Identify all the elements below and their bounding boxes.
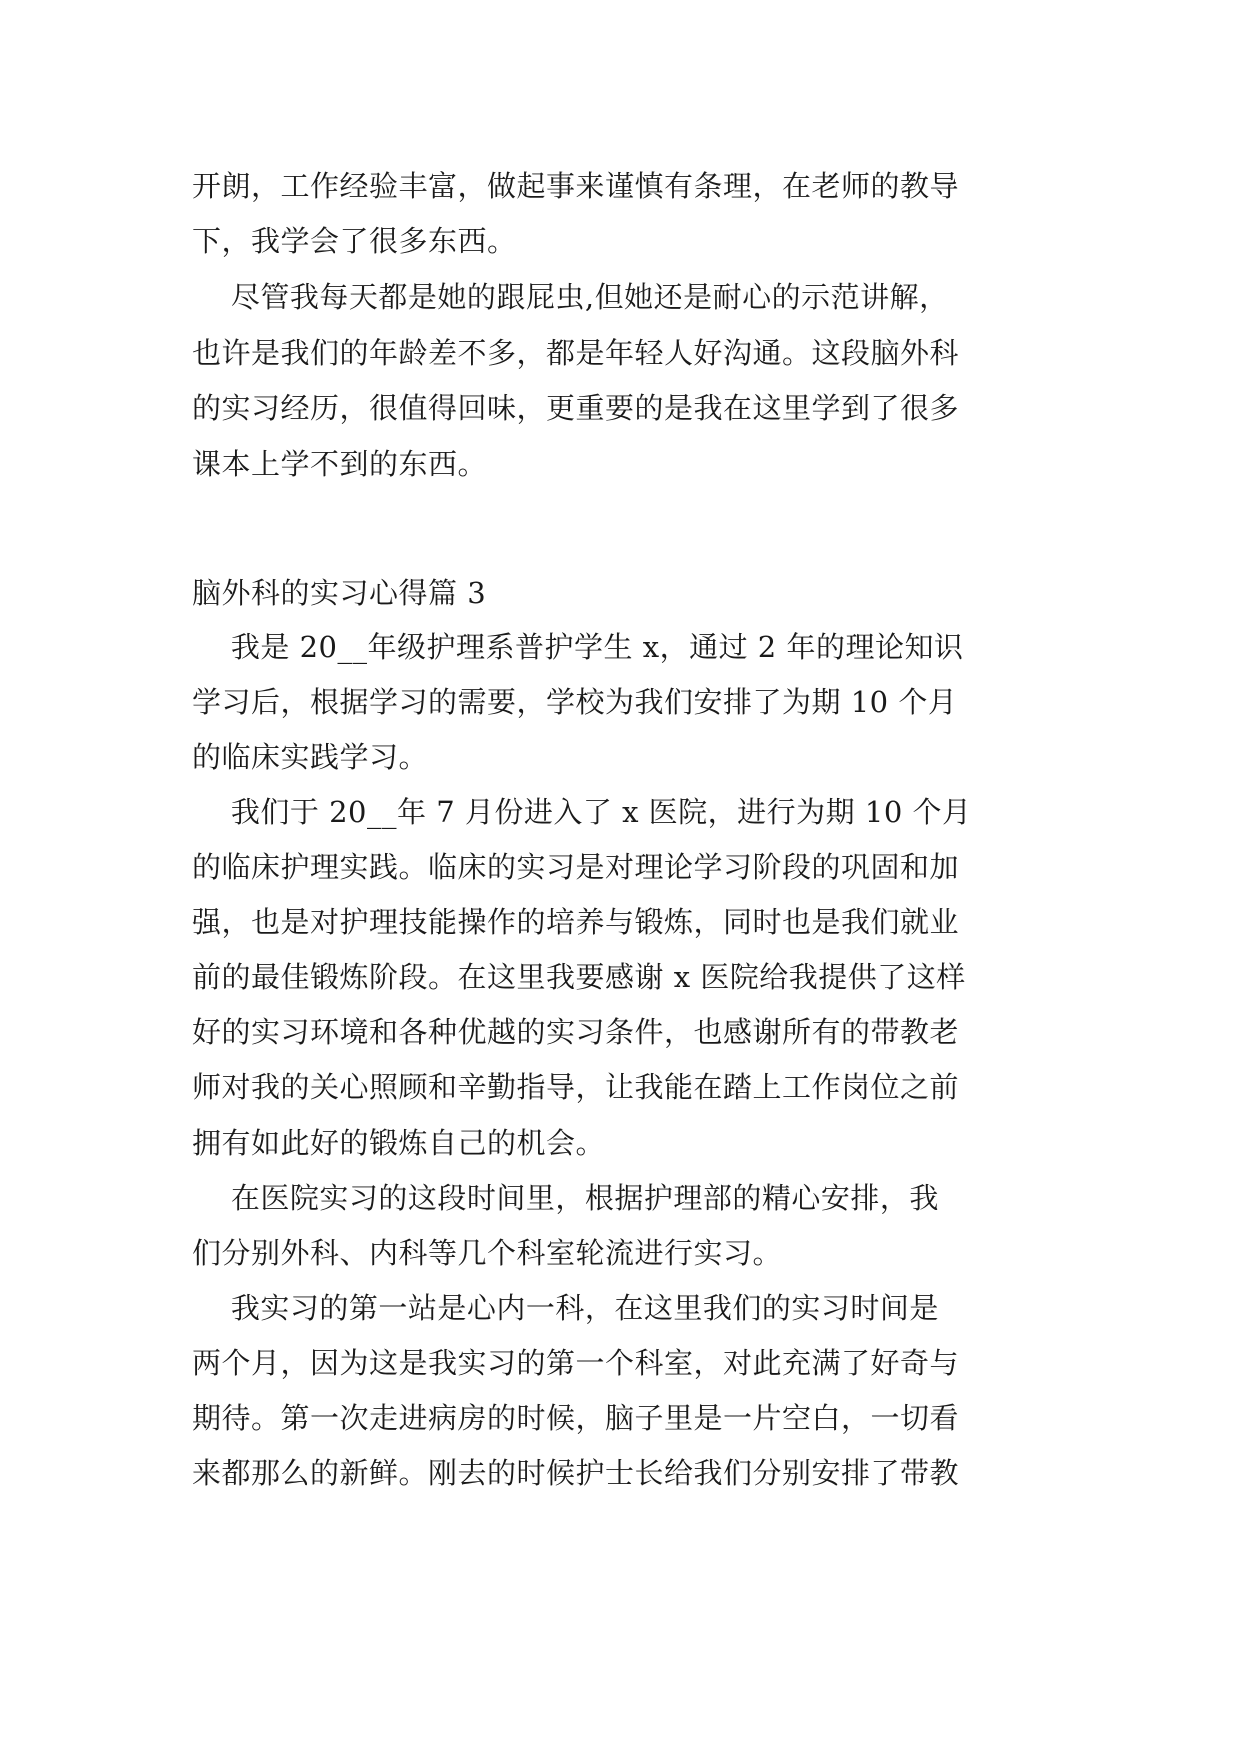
text-line: 我们于 20__年 7 月份进入了 x 医院，进行为期 10 个月 [192,795,972,829]
text-line: 们分别外科、内科等几个科室轮流进行实习。 [192,1236,783,1270]
text-line: 也许是我们的年龄差不多，都是年轻人好沟通。这段脑外科 [192,336,960,370]
text-line: 开朗，工作经验丰富，做起事来谨慎有条理，在老师的教导 [192,169,960,203]
text-line: 我实习的第一站是心内一科，在这里我们的实习时间是 [192,1291,939,1325]
text-line: 前的最佳锻炼阶段。在这里我要感谢 x 医院给我提供了这样 [192,960,966,994]
text-line: 两个月，因为这是我实习的第一个科室，对此充满了好奇与 [192,1346,960,1380]
text-line: 我是 20__年级护理系普护学生 x，通过 2 年的理论知识 [192,630,964,664]
section-heading: 脑外科的实习心得篇 3 [192,576,487,610]
text-line: 的临床护理实践。临床的实习是对理论学习阶段的巩固和加 [192,850,960,884]
text-line: 的实习经历，很值得回味，更重要的是我在这里学到了很多 [192,391,960,425]
text-line: 师对我的关心照顾和辛勤指导，让我能在踏上工作岗位之前 [192,1070,960,1104]
text-line: 学习后，根据学习的需要，学校为我们安排了为期 10 个月 [192,685,958,719]
text-line: 尽管我每天都是她的跟屁虫,但她还是耐心的示范讲解， [192,280,949,314]
text-line: 的临床实践学习。 [192,740,429,774]
text-line: 期待。第一次走进病房的时候，脑子里是一片空白，一切看 [192,1401,960,1435]
text-line: 课本上学不到的东西。 [192,447,488,481]
text-line: 强，也是对护理技能操作的培养与锻炼，同时也是我们就业 [192,905,960,939]
text-line: 来都那么的新鲜。刚去的时候护士长给我们分别安排了带教 [192,1456,960,1490]
text-line: 在医院实习的这段时间里，根据护理部的精心安排，我 [192,1181,939,1215]
text-line: 下，我学会了很多东西。 [192,224,517,258]
text-line: 拥有如此好的锻炼自己的机会。 [192,1126,606,1160]
text-line: 好的实习环境和各种优越的实习条件，也感谢所有的带教老 [192,1015,960,1049]
